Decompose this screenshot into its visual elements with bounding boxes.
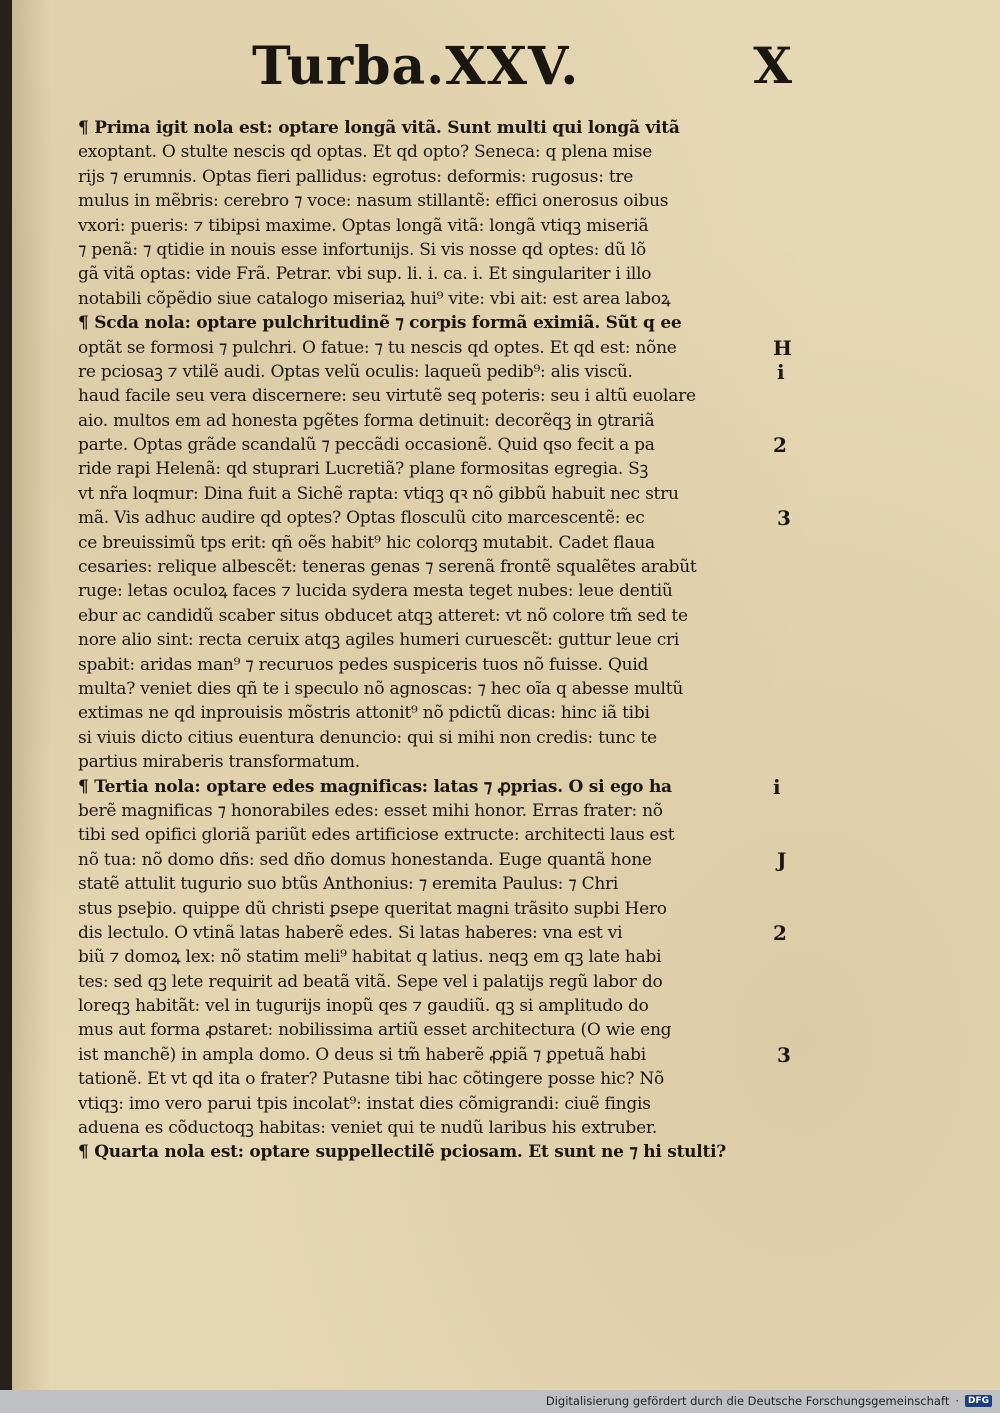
- margin-note: J: [777, 848, 787, 872]
- page-title: Turba.XXV.: [252, 36, 580, 97]
- text-line: cesaries: relique albescẽt: teneras genas ⁊ serenã frontẽ squalẽtes arabũt: [78, 557, 697, 578]
- text-line: biũ ⁊ domoꝝ lex: nõ statim meli⁹ habitat q latius. neqꝫ em qꝫ late habi: [78, 947, 662, 968]
- text-line: rijs ⁊ erumnis. Optas fieri pallidus: egrotus: deformis: rugosus: tre: [78, 166, 634, 187]
- margin-note: 2: [773, 921, 787, 946]
- text-line: ¶ Scda nola: optare pulchritudinẽ ⁊ corpis formã eximiã. Sũt q ee: [78, 313, 682, 334]
- text-line: ist manchẽ) in ampla domo. O deus si tm̃ haberẽ ꝓꝑiã ⁊ ꝑpetuã habi: [78, 1044, 646, 1065]
- text-line: optãt se formosi ⁊ pulchri. O fatue: ⁊ tu nescis qd optes. Et qd est: nõne: [78, 337, 677, 358]
- text-line: statẽ attulit tugurio suo btũs Anthonius: ⁊ eremita Paulus: ⁊ Chri: [78, 874, 619, 895]
- text-line: dis lectulo. O vtinã latas haberẽ edes. Si latas haberes: vna est vi: [78, 922, 623, 943]
- text-line: mã. Vis adhuc audire qd optes? Optas flosculũ cito marcescentẽ: ec: [78, 508, 645, 529]
- margin-note: i: [773, 774, 781, 799]
- text-line: ebur ac candidũ scaber situs obducet atqꝫ atteret: vt nõ colore tm̃ sed te: [78, 605, 688, 626]
- margin-note: 3: [777, 506, 791, 531]
- text-line: ⁊ penã: ⁊ qtidie in nouis esse infortunijs. Si vis nosse qd optes: dũ lõ: [78, 239, 646, 260]
- text-line: stus pseþio. quippe dũ christi ꝑsepe queritat magni trãsito supbi Hero: [78, 898, 667, 919]
- text-block: [78, 116, 783, 1165]
- text-line: ¶ Tertia nola: optare edes magnificas: latas ⁊ ꝓprias. O si ego ha: [78, 776, 672, 797]
- text-line: ¶ Quarta nola est: optare suppellectilẽ pciosam. Et sunt ne ⁊ hi stulti?: [78, 1142, 727, 1163]
- book-page: [12, 0, 1000, 1390]
- margin-note: 3: [777, 1043, 791, 1068]
- text-line: haud facile seu vera discernere: seu virtutẽ seq poteris: seu i altũ euolare: [78, 386, 696, 407]
- footer-credit: [546, 1392, 992, 1410]
- text-line: tationẽ. Et vt qd ita o frater? Putasne tibi hac cõtingere posse hic? Nõ: [78, 1069, 665, 1090]
- text-line: re pciosaꝫ ⁊ vtilẽ audi. Optas velũ oculis: laqueũ pedib⁹: alis viscũ.: [78, 361, 633, 382]
- text-line: mus aut forma ꝓstaret: nobilissima artiũ esset architectura (O wie eng: [78, 1020, 672, 1041]
- text-line: loreqꝫ habitãt: vel in tugurijs inopũ qes ⁊ gaudiũ. qꝫ si amplitudo do: [78, 996, 649, 1017]
- text-line: nõ tua: nõ domo dñs: sed dño domus honestanda. Euge quantã hone: [78, 849, 652, 870]
- text-line: ce breuissimũ tps erit: qñ oẽs habit⁹ hic colorqꝫ mutabit. Cadet flaua: [78, 532, 655, 553]
- text-line: parte. Optas grãde scandalũ ⁊ peccãdi occasionẽ. Quid qso fecit a pa: [78, 435, 655, 456]
- text-line: exoptant. O stulte nescis qd optas. Et qd opto? Seneca: q plena mise: [78, 142, 653, 163]
- folio-number: X: [753, 36, 792, 95]
- text-line: tibi sed opifici gloriã pariũt edes artificiose extructe: architecti laus est: [78, 825, 675, 846]
- text-line: multa? veniet dies qñ te i speculo nõ agnoscas: ⁊ hec oĩa q abesse multũ: [78, 678, 684, 699]
- text-line: ruge: letas oculoꝝ faces ⁊ lucida sydera mesta teget nubes: leue dentiũ: [78, 581, 673, 602]
- text-line: vtiqꝫ: imo vero parui tpis incolat⁹: instat dies cõmigrandi: ciuẽ fingis: [78, 1093, 651, 1114]
- margin-note: H: [773, 335, 792, 360]
- text-line: spabit: aridas man⁹ ⁊ recuruos pedes suspiceris tuos nõ fuisse. Quid: [78, 654, 649, 675]
- text-line: ¶ Prima igit nola est: optare longã vitã. Sunt multi qui longã vitã: [78, 118, 680, 138]
- footer-credit-text: Digitalisierung gefördert durch die Deutsche Forschungsgemeinschaft: [545, 1394, 950, 1408]
- text-line: nore alio sint: recta ceruix atqꝫ agiles humeri curuescẽt: guttur leue cri: [78, 630, 680, 651]
- running-head: [252, 36, 792, 116]
- dfg-logo-icon: DFG: [965, 1395, 992, 1407]
- text-line: berẽ magnificas ⁊ honorabiles edes: esset mihi honor. Erras frater: nõ: [78, 800, 663, 821]
- text-line: partius miraberis transformatum.: [78, 752, 360, 773]
- text-line: notabili cõpẽdio siue catalogo miseriaꝝ hui⁹ vite: vbi ait: est area laboꝝ: [78, 288, 671, 309]
- text-line: extimas ne qd inprouisis mõstris attonit⁹ nõ pdictũ dicas: hinc iã tibi: [78, 703, 650, 724]
- text-line: vt nr̃a loqmur: Dina fuit a Sichẽ rapta: vtiqꝫ qꝛ nõ gibbũ habuit nec stru: [78, 483, 679, 504]
- margin-note: 2: [773, 433, 787, 458]
- footer-separator: ·: [955, 1394, 959, 1408]
- text-line: gã vitã optas: vide Frã. Petrar. vbi sup. li. i. ca. i. Et singulariter i illo: [78, 264, 652, 285]
- text-line: aduena es cõductoqꝫ habitas: veniet qui te nudũ laribus his extruber.: [78, 1118, 658, 1139]
- text-line: mulus in mẽbris: cerebro ⁊ voce: nasum stillantẽ: effici onerosus oibus: [78, 191, 669, 212]
- text-line: si viuis dicto citius euentura denuncio: qui si mihi non credis: tunc te: [78, 727, 657, 748]
- text-line: aio. multos em ad honesta pgẽtes forma detinuit: decorẽqꝫ in ꝯtrariã: [78, 410, 655, 431]
- text-line: vxori: pueris: ⁊ tibipsi maxime. Optas longã vitã: longã vtiqꝫ miseriã: [78, 215, 649, 236]
- margin-note: i: [777, 360, 785, 384]
- text-line: tes: sed qꝫ lete requirit ad beatã vitã. Sepe vel i palatijs regũ labor do: [78, 971, 663, 992]
- text-line: ride rapi Helenã: qd stuprari Lucretiã? plane formositas egregia. Sꝫ: [78, 459, 649, 480]
